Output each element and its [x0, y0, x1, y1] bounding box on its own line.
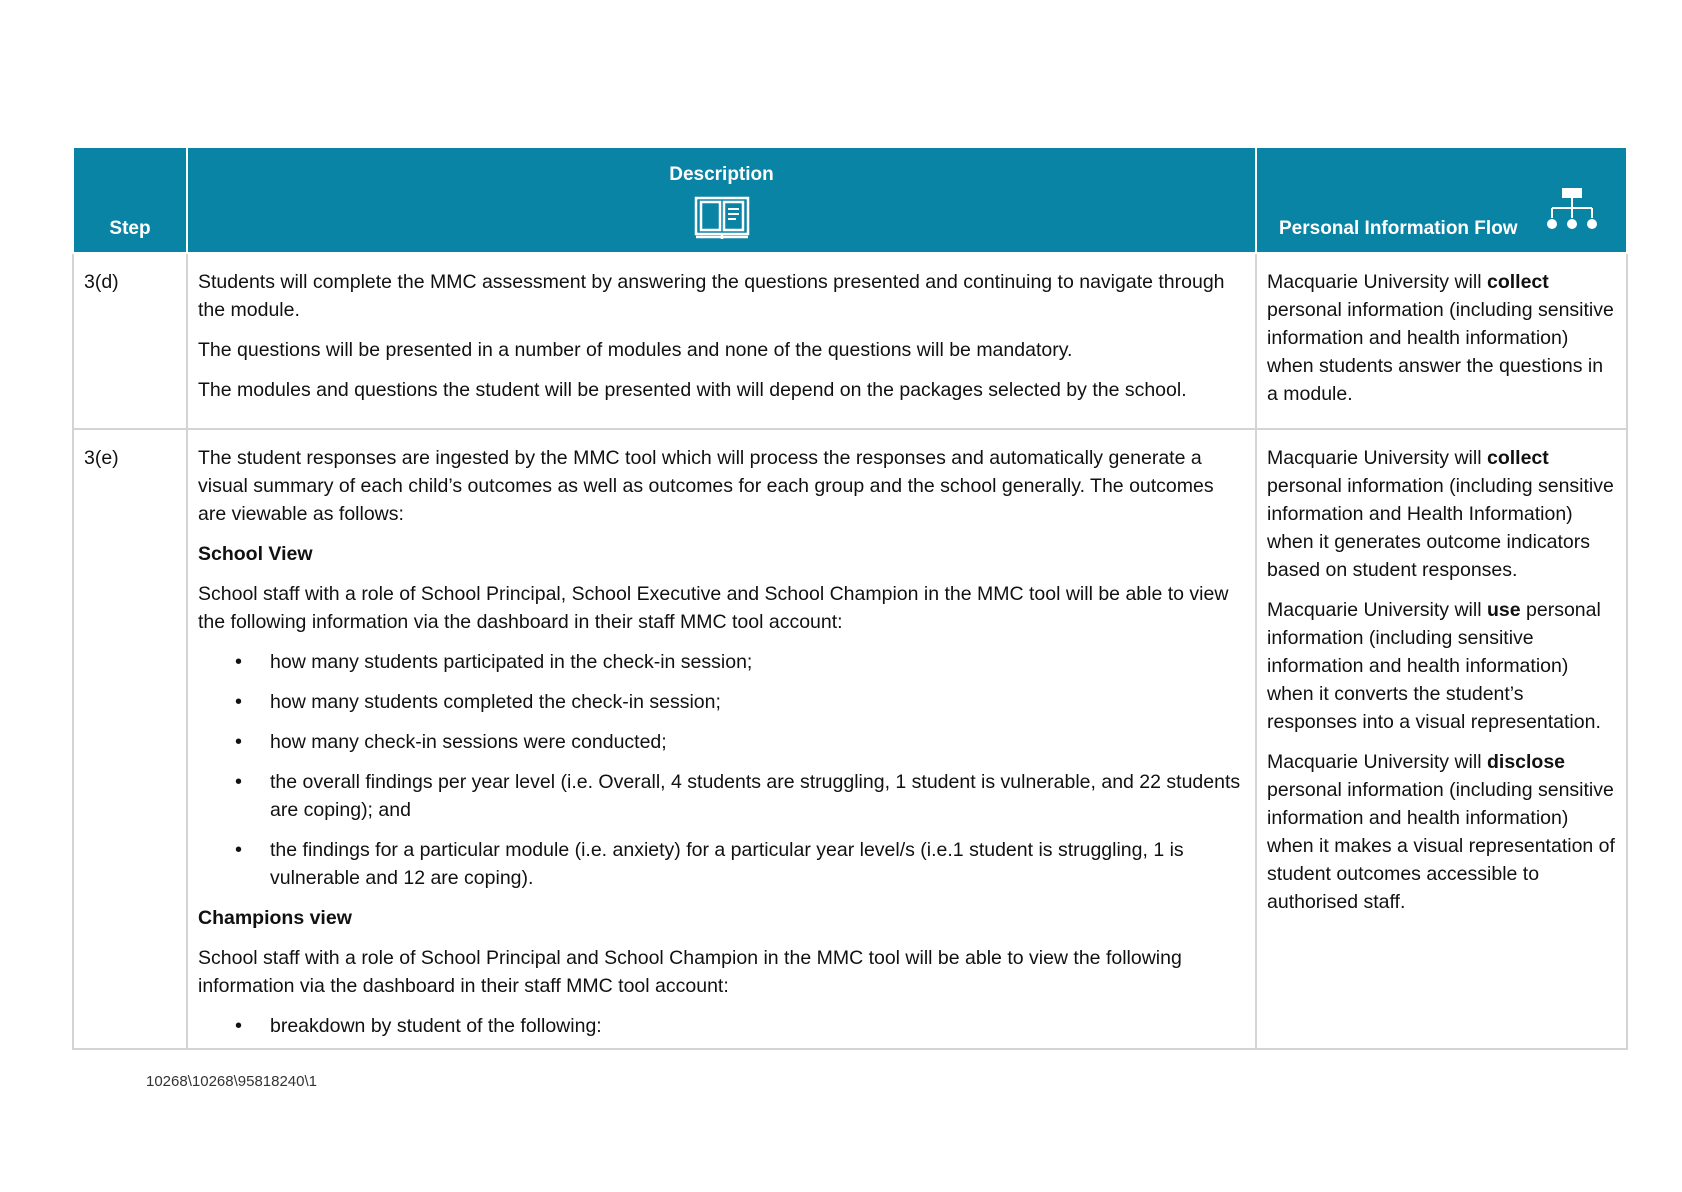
flow-text: personal information (including sensitive information and health information) when it makes a visual representation of student outcomes accessible to authorised staff.	[1267, 779, 1615, 913]
flow-text: personal information (including sensitive information and health information) when students answer the questions in a module.	[1267, 299, 1614, 405]
flow-action: disclose	[1486, 751, 1566, 773]
header-description	[187, 147, 1256, 253]
list-item: • the overall findings per year level (i.e. Overall, 4 students are struggling, 1 student is vulnerable, and 22 students are coping); and	[270, 768, 1245, 824]
flow-statement	[1267, 748, 1616, 916]
step-cell: 3(e)	[73, 429, 187, 1049]
list-item: • how many check-in sessions were conducted;	[270, 728, 1245, 756]
flow-action: collect	[1486, 447, 1549, 469]
header-description-label: Description	[669, 164, 774, 185]
champions-view-text: School staff with a role of School Principal and School Champion in the MMC tool will be able to view the following information via the dashboard in their staff MMC tool account:	[198, 947, 1182, 997]
table-row-3d	[73, 253, 1627, 429]
flow-text: personal information (including sensitive information and Health Information) when it generates outcome indicators based on student responses.	[1267, 475, 1614, 581]
flow-text: Macquarie University will	[1267, 271, 1487, 293]
table-header-row	[73, 147, 1627, 253]
flow-text: Macquarie University will	[1267, 447, 1487, 469]
flow-text: Macquarie University will	[1267, 751, 1487, 773]
champions-view-heading: Champions view	[198, 907, 352, 929]
flow-text: Macquarie University will	[1267, 599, 1487, 621]
description-paragraph: The modules and questions the student will be presented with will depend on the packages selected by the school.	[198, 379, 1187, 401]
header-flow	[1256, 147, 1627, 253]
document-reference: 10268\10268\95818240\1	[146, 1073, 318, 1090]
list-item: • how many students participated in the check-in session;	[270, 648, 1245, 676]
header-step	[73, 147, 187, 253]
flow-cell	[1256, 253, 1627, 429]
flow-statement	[1267, 444, 1616, 584]
description-cell	[187, 429, 1256, 1049]
hierarchy-icon	[1546, 188, 1598, 236]
school-view-text: School staff with a role of School Principal, School Executive and School Champion in the MMC tool will be able to view the following information via the dashboard in their staff MMC tool account:	[198, 583, 1229, 633]
flow-text: personal information (including sensitive information and health information) when it converts the student’s responses into a visual representation.	[1267, 599, 1601, 733]
table-row-3e	[73, 429, 1627, 1049]
list-item: • the findings for a particular module (i.e. anxiety) for a particular year level/s (i.e.1 student is struggling, 1 is vulnerable and 12 are coping).	[270, 836, 1245, 892]
flow-cell	[1256, 429, 1627, 1049]
flow-action: use	[1486, 599, 1521, 621]
flow-action: collect	[1486, 271, 1549, 293]
header-flow-label: Personal Information Flow	[1279, 218, 1518, 239]
description-intro: The student responses are ingested by the MMC tool which will process the responses and automatically generate a visual summary of each child’s outcomes as well as outcomes for each group and the school generally. The outcomes are viewable as follows:	[198, 447, 1214, 525]
step-cell: 3(d)	[73, 253, 187, 429]
information-flow-table	[72, 146, 1628, 1050]
list-item: • how many students completed the check-in session;	[270, 688, 1245, 716]
book-icon	[694, 196, 750, 240]
list-item: • breakdown by student of the following:	[270, 1012, 1245, 1040]
description-cell	[187, 253, 1256, 429]
description-paragraph: Students will complete the MMC assessment by answering the questions presented and continuing to navigate through the module.	[198, 271, 1225, 321]
flow-statement	[1267, 596, 1616, 736]
champions-view-list	[198, 1012, 1245, 1040]
flow-statement	[1267, 268, 1616, 408]
school-view-heading: School View	[198, 543, 313, 565]
header-step-label: Step	[109, 218, 151, 239]
school-view-list	[198, 648, 1245, 892]
description-paragraph: The questions will be presented in a number of modules and none of the questions will be mandatory.	[198, 339, 1073, 361]
